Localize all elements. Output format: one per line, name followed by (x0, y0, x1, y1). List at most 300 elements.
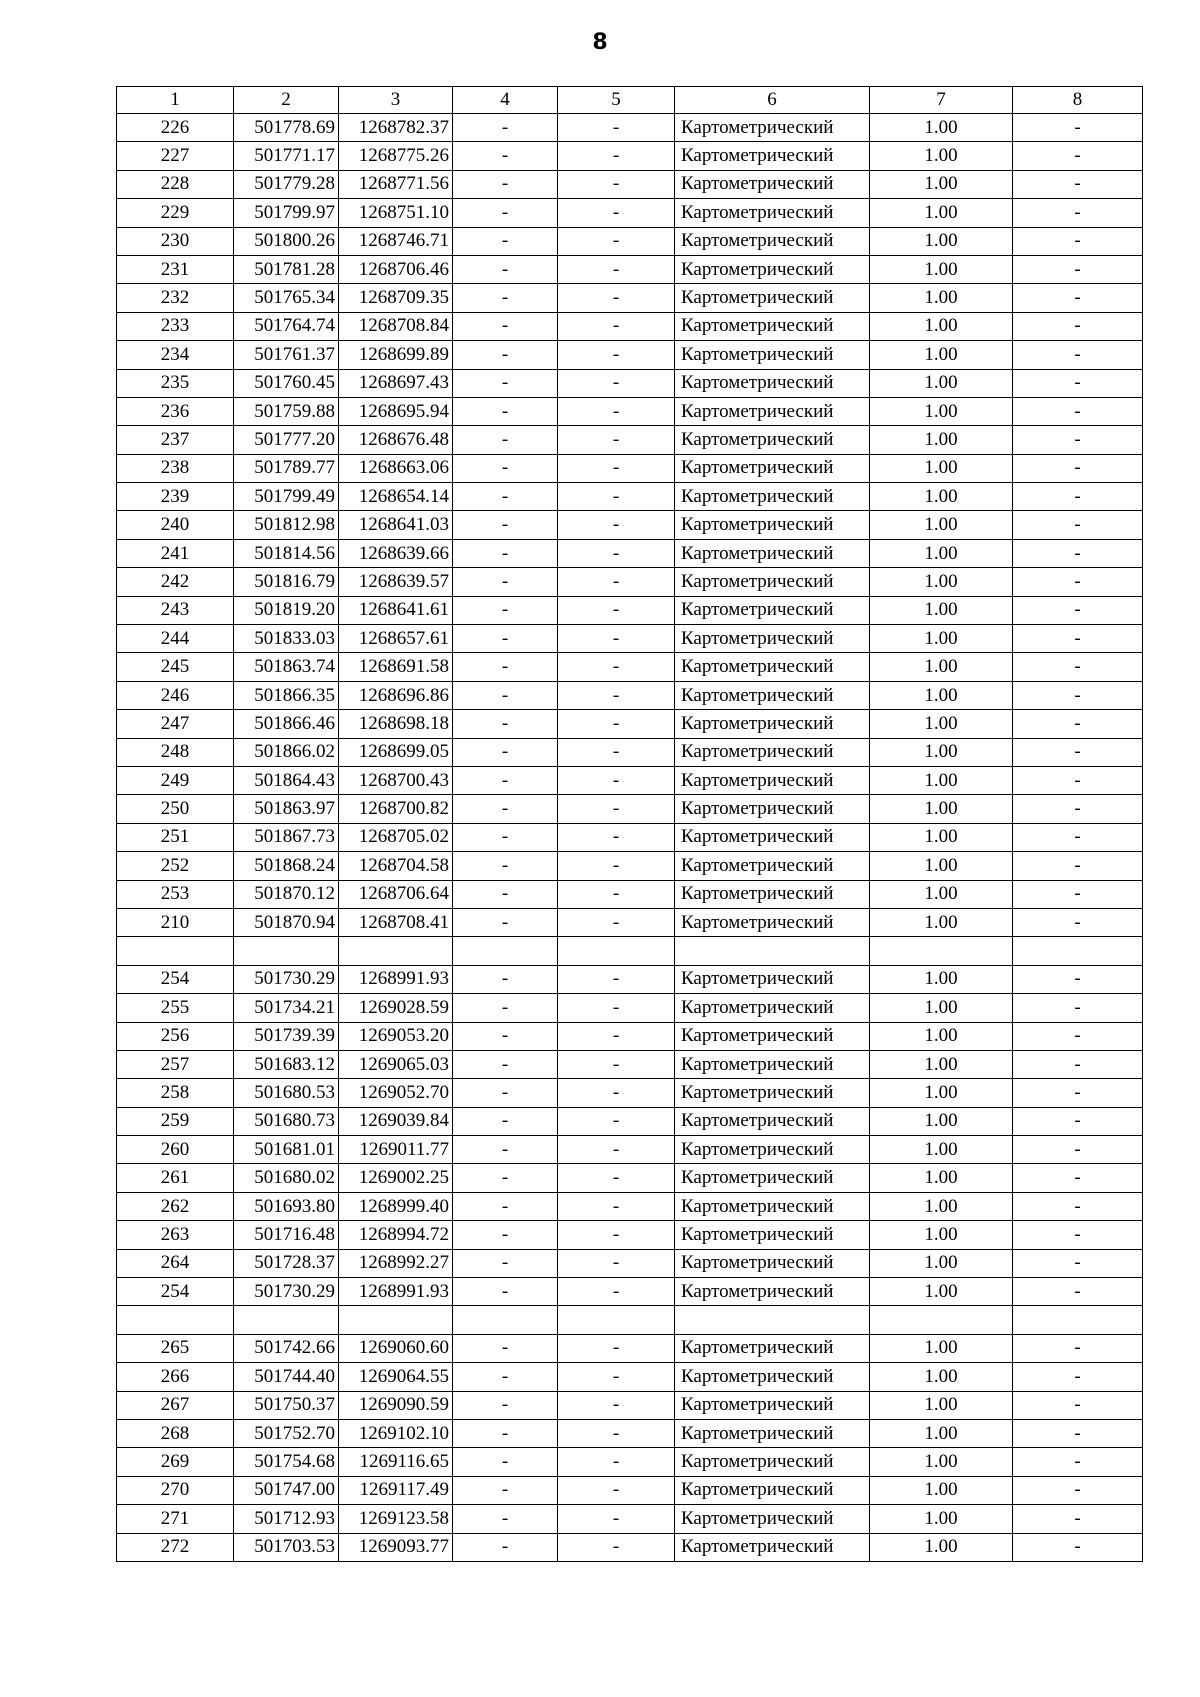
column-8-cell: - (1013, 255, 1143, 283)
point-number-cell: 230 (117, 227, 234, 255)
column-5-cell: - (558, 908, 675, 936)
x-coordinate-cell: 501754.68 (234, 1448, 339, 1476)
column-4-cell: - (453, 908, 558, 936)
method-cell: Картометрический (675, 284, 870, 312)
table-row (117, 255, 1143, 283)
column-4-cell: - (453, 341, 558, 369)
column-8-cell: - (1013, 965, 1143, 993)
x-coordinate-cell: 501789.77 (234, 454, 339, 482)
column-8-cell: - (1013, 1221, 1143, 1249)
point-number-cell: 265 (117, 1334, 234, 1362)
accuracy-cell: 1.00 (870, 568, 1013, 596)
method-cell: Картометрический (675, 199, 870, 227)
table-body (117, 114, 1143, 1562)
column-4-cell: - (453, 1448, 558, 1476)
x-coordinate-cell: 501680.73 (234, 1107, 339, 1135)
table-row (117, 397, 1143, 425)
y-coordinate-cell: 1268782.37 (339, 114, 453, 142)
point-number-cell: 267 (117, 1391, 234, 1419)
column-4-cell (453, 1306, 558, 1334)
column-8-cell: - (1013, 795, 1143, 823)
x-coordinate-cell: 501870.94 (234, 908, 339, 936)
column-5-cell (558, 1306, 675, 1334)
x-coordinate-cell: 501765.34 (234, 284, 339, 312)
header-cell: 2 (234, 87, 339, 114)
table-row (117, 426, 1143, 454)
y-coordinate-cell: 1268641.61 (339, 596, 453, 624)
column-4-cell: - (453, 483, 558, 511)
accuracy-cell: 1.00 (870, 823, 1013, 851)
accuracy-cell: 1.00 (870, 369, 1013, 397)
accuracy-cell: 1.00 (870, 1079, 1013, 1107)
method-cell: Картометрический (675, 1334, 870, 1362)
table-row (117, 937, 1143, 965)
accuracy-cell: 1.00 (870, 795, 1013, 823)
y-coordinate-cell: 1268709.35 (339, 284, 453, 312)
x-coordinate-cell: 501778.69 (234, 114, 339, 142)
column-4-cell: - (453, 1363, 558, 1391)
column-5-cell: - (558, 596, 675, 624)
column-4-cell: - (453, 625, 558, 653)
x-coordinate-cell: 501866.35 (234, 681, 339, 709)
method-cell: Картометрический (675, 454, 870, 482)
table-row (117, 227, 1143, 255)
y-coordinate-cell: 1268708.84 (339, 312, 453, 340)
accuracy-cell: 1.00 (870, 255, 1013, 283)
column-4-cell: - (453, 1050, 558, 1078)
column-5-cell: - (558, 625, 675, 653)
column-8-cell: - (1013, 426, 1143, 454)
x-coordinate-cell: 501752.70 (234, 1419, 339, 1447)
method-cell: Картометрический (675, 1505, 870, 1533)
x-coordinate-cell: 501683.12 (234, 1050, 339, 1078)
column-8-cell: - (1013, 397, 1143, 425)
column-4-cell: - (453, 1107, 558, 1135)
x-coordinate-cell: 501764.74 (234, 312, 339, 340)
method-cell: Картометрический (675, 625, 870, 653)
column-8-cell: - (1013, 908, 1143, 936)
accuracy-cell: 1.00 (870, 199, 1013, 227)
method-cell: Картометрический (675, 823, 870, 851)
column-4-cell: - (453, 852, 558, 880)
method-cell: Картометрический (675, 1363, 870, 1391)
table-row (117, 738, 1143, 766)
column-4-cell: - (453, 653, 558, 681)
y-coordinate-cell: 1269123.58 (339, 1505, 453, 1533)
table-row (117, 1022, 1143, 1050)
column-5-cell: - (558, 795, 675, 823)
x-coordinate-cell: 501833.03 (234, 625, 339, 653)
method-cell: Картометрический (675, 1278, 870, 1306)
point-number-cell: 271 (117, 1505, 234, 1533)
column-5-cell: - (558, 397, 675, 425)
table-row (117, 625, 1143, 653)
method-cell: Картометрический (675, 1419, 870, 1447)
y-coordinate-cell: 1269116.65 (339, 1448, 453, 1476)
point-number-cell: 264 (117, 1249, 234, 1277)
y-coordinate-cell: 1269117.49 (339, 1476, 453, 1504)
accuracy-cell (870, 937, 1013, 965)
column-8-cell: - (1013, 596, 1143, 624)
accuracy-cell: 1.00 (870, 965, 1013, 993)
accuracy-cell: 1.00 (870, 312, 1013, 340)
method-cell: Картометрический (675, 880, 870, 908)
column-8-cell: - (1013, 1533, 1143, 1561)
y-coordinate-cell: 1268696.86 (339, 681, 453, 709)
point-number-cell: 238 (117, 454, 234, 482)
point-number-cell: 254 (117, 965, 234, 993)
x-coordinate-cell: 501779.28 (234, 170, 339, 198)
column-8-cell: - (1013, 994, 1143, 1022)
table-row (117, 454, 1143, 482)
table-row (117, 880, 1143, 908)
accuracy-cell: 1.00 (870, 880, 1013, 908)
table-row (117, 1419, 1143, 1447)
column-4-cell: - (453, 114, 558, 142)
accuracy-cell: 1.00 (870, 1278, 1013, 1306)
table-row (117, 1334, 1143, 1362)
column-8-cell: - (1013, 312, 1143, 340)
point-number-cell: 235 (117, 369, 234, 397)
column-4-cell: - (453, 1391, 558, 1419)
point-number-cell: 232 (117, 284, 234, 312)
column-5-cell: - (558, 483, 675, 511)
table-row (117, 1476, 1143, 1504)
method-cell: Картометрический (675, 710, 870, 738)
accuracy-cell: 1.00 (870, 1334, 1013, 1362)
column-5-cell: - (558, 738, 675, 766)
y-coordinate-cell: 1269060.60 (339, 1334, 453, 1362)
column-5-cell: - (558, 1448, 675, 1476)
x-coordinate-cell: 501744.40 (234, 1363, 339, 1391)
x-coordinate-cell: 501866.46 (234, 710, 339, 738)
y-coordinate-cell: 1268699.89 (339, 341, 453, 369)
column-8-cell: - (1013, 1050, 1143, 1078)
table-row (117, 511, 1143, 539)
column-8-cell: - (1013, 880, 1143, 908)
column-5-cell: - (558, 369, 675, 397)
accuracy-cell: 1.00 (870, 1050, 1013, 1078)
column-8-cell: - (1013, 341, 1143, 369)
column-4-cell: - (453, 710, 558, 738)
column-5-cell: - (558, 965, 675, 993)
column-8-cell: - (1013, 625, 1143, 653)
table-row (117, 710, 1143, 738)
column-5-cell: - (558, 568, 675, 596)
page-number: 8 (592, 30, 608, 55)
method-cell: Картометрический (675, 738, 870, 766)
column-8-cell: - (1013, 1107, 1143, 1135)
point-number-cell: 243 (117, 596, 234, 624)
table-row (117, 994, 1143, 1022)
accuracy-cell: 1.00 (870, 1363, 1013, 1391)
y-coordinate-cell: 1269064.55 (339, 1363, 453, 1391)
method-cell: Картометрический (675, 1391, 870, 1419)
y-coordinate-cell: 1268992.27 (339, 1249, 453, 1277)
column-4-cell: - (453, 1249, 558, 1277)
column-8-cell: - (1013, 1192, 1143, 1220)
column-5-cell (558, 937, 675, 965)
x-coordinate-cell: 501863.97 (234, 795, 339, 823)
method-cell: Картометрический (675, 312, 870, 340)
column-5-cell: - (558, 653, 675, 681)
accuracy-cell: 1.00 (870, 653, 1013, 681)
accuracy-cell: 1.00 (870, 511, 1013, 539)
column-8-cell: - (1013, 1476, 1143, 1504)
x-coordinate-cell: 501870.12 (234, 880, 339, 908)
y-coordinate-cell: 1268676.48 (339, 426, 453, 454)
column-4-cell: - (453, 1476, 558, 1504)
table-row (117, 1050, 1143, 1078)
column-4-cell: - (453, 1136, 558, 1164)
column-5-cell: - (558, 341, 675, 369)
method-cell: Картометрический (675, 1164, 870, 1192)
column-5-cell: - (558, 1107, 675, 1135)
column-5-cell: - (558, 142, 675, 170)
column-5-cell: - (558, 1363, 675, 1391)
column-8-cell: - (1013, 369, 1143, 397)
point-number-cell: 227 (117, 142, 234, 170)
point-number-cell: 244 (117, 625, 234, 653)
method-cell: Картометрический (675, 1107, 870, 1135)
column-8-cell: - (1013, 170, 1143, 198)
x-coordinate-cell: 501728.37 (234, 1249, 339, 1277)
point-number-cell: 236 (117, 397, 234, 425)
table-row (117, 341, 1143, 369)
accuracy-cell: 1.00 (870, 908, 1013, 936)
table-header-row (117, 87, 1143, 114)
method-cell: Картометрический (675, 681, 870, 709)
accuracy-cell: 1.00 (870, 397, 1013, 425)
column-5-cell: - (558, 1391, 675, 1419)
column-5-cell: - (558, 284, 675, 312)
column-8-cell: - (1013, 1022, 1143, 1050)
column-4-cell: - (453, 1334, 558, 1362)
x-coordinate-cell: 501716.48 (234, 1221, 339, 1249)
table-row (117, 1249, 1143, 1277)
column-5-cell: - (558, 766, 675, 794)
column-8-cell: - (1013, 1334, 1143, 1362)
point-number-cell: 260 (117, 1136, 234, 1164)
y-coordinate-cell: 1269011.77 (339, 1136, 453, 1164)
point-number-cell (117, 1306, 234, 1334)
method-cell: Картометрический (675, 795, 870, 823)
x-coordinate-cell: 501760.45 (234, 369, 339, 397)
column-5-cell: - (558, 199, 675, 227)
column-8-cell: - (1013, 1079, 1143, 1107)
method-cell: Картометрический (675, 1221, 870, 1249)
y-coordinate-cell: 1269093.77 (339, 1533, 453, 1561)
table-row (117, 1079, 1143, 1107)
accuracy-cell: 1.00 (870, 1022, 1013, 1050)
point-number-cell: 251 (117, 823, 234, 851)
column-4-cell: - (453, 681, 558, 709)
method-cell: Картометрический (675, 1476, 870, 1504)
point-number-cell (117, 937, 234, 965)
accuracy-cell: 1.00 (870, 170, 1013, 198)
accuracy-cell: 1.00 (870, 1107, 1013, 1135)
column-5-cell: - (558, 1533, 675, 1561)
point-number-cell: 249 (117, 766, 234, 794)
y-coordinate-cell: 1268775.26 (339, 142, 453, 170)
point-number-cell: 248 (117, 738, 234, 766)
column-8-cell: - (1013, 1419, 1143, 1447)
method-cell: Картометрический (675, 653, 870, 681)
x-coordinate-cell (234, 937, 339, 965)
y-coordinate-cell: 1268699.05 (339, 738, 453, 766)
y-coordinate-cell: 1268991.93 (339, 1278, 453, 1306)
y-coordinate-cell: 1268771.56 (339, 170, 453, 198)
x-coordinate-cell: 501680.02 (234, 1164, 339, 1192)
x-coordinate-cell: 501800.26 (234, 227, 339, 255)
x-coordinate-cell (234, 1306, 339, 1334)
method-cell: Картометрический (675, 1249, 870, 1277)
column-4-cell: - (453, 255, 558, 283)
y-coordinate-cell: 1268639.66 (339, 539, 453, 567)
column-4-cell: - (453, 284, 558, 312)
x-coordinate-cell: 501742.66 (234, 1334, 339, 1362)
column-8-cell: - (1013, 539, 1143, 567)
column-5-cell: - (558, 255, 675, 283)
table-row (117, 1221, 1143, 1249)
x-coordinate-cell: 501814.56 (234, 539, 339, 567)
x-coordinate-cell: 501759.88 (234, 397, 339, 425)
column-8-cell: - (1013, 454, 1143, 482)
accuracy-cell: 1.00 (870, 1391, 1013, 1419)
point-number-cell: 210 (117, 908, 234, 936)
y-coordinate-cell: 1268700.43 (339, 766, 453, 794)
column-5-cell: - (558, 1050, 675, 1078)
y-coordinate-cell: 1268691.58 (339, 653, 453, 681)
x-coordinate-cell: 501819.20 (234, 596, 339, 624)
method-cell: Картометрический (675, 369, 870, 397)
accuracy-cell: 1.00 (870, 852, 1013, 880)
table-row (117, 823, 1143, 851)
x-coordinate-cell: 501750.37 (234, 1391, 339, 1419)
method-cell: Картометрический (675, 227, 870, 255)
point-number-cell: 247 (117, 710, 234, 738)
method-cell: Картометрический (675, 255, 870, 283)
column-4-cell: - (453, 1022, 558, 1050)
accuracy-cell: 1.00 (870, 1136, 1013, 1164)
column-4-cell: - (453, 1278, 558, 1306)
method-cell: Картометрический (675, 1079, 870, 1107)
table-row (117, 965, 1143, 993)
column-4-cell (453, 937, 558, 965)
point-number-cell: 263 (117, 1221, 234, 1249)
x-coordinate-cell: 501799.97 (234, 199, 339, 227)
column-4-cell: - (453, 1419, 558, 1447)
column-4-cell: - (453, 539, 558, 567)
y-coordinate-cell: 1268663.06 (339, 454, 453, 482)
column-4-cell: - (453, 994, 558, 1022)
column-5-cell: - (558, 1278, 675, 1306)
accuracy-cell: 1.00 (870, 1476, 1013, 1504)
method-cell: Картометрический (675, 1022, 870, 1050)
point-number-cell: 250 (117, 795, 234, 823)
y-coordinate-cell: 1268654.14 (339, 483, 453, 511)
column-8-cell: - (1013, 852, 1143, 880)
header-cell: 3 (339, 87, 453, 114)
point-number-cell: 257 (117, 1050, 234, 1078)
x-coordinate-cell: 501777.20 (234, 426, 339, 454)
column-8-cell: - (1013, 1136, 1143, 1164)
column-5-cell: - (558, 1192, 675, 1220)
y-coordinate-cell: 1268706.46 (339, 255, 453, 283)
table-row (117, 539, 1143, 567)
column-4-cell: - (453, 766, 558, 794)
y-coordinate-cell: 1269065.03 (339, 1050, 453, 1078)
column-4-cell: - (453, 1192, 558, 1220)
column-5-cell: - (558, 227, 675, 255)
column-5-cell: - (558, 823, 675, 851)
column-8-cell (1013, 937, 1143, 965)
y-coordinate-cell: 1269002.25 (339, 1164, 453, 1192)
x-coordinate-cell: 501703.53 (234, 1533, 339, 1561)
point-number-cell: 262 (117, 1192, 234, 1220)
column-4-cell: - (453, 227, 558, 255)
column-5-cell: - (558, 1136, 675, 1164)
table-row (117, 1505, 1143, 1533)
method-cell (675, 937, 870, 965)
accuracy-cell: 1.00 (870, 625, 1013, 653)
accuracy-cell: 1.00 (870, 994, 1013, 1022)
y-coordinate-cell (339, 937, 453, 965)
column-8-cell (1013, 1306, 1143, 1334)
accuracy-cell: 1.00 (870, 114, 1013, 142)
point-number-cell: 259 (117, 1107, 234, 1135)
column-8-cell: - (1013, 653, 1143, 681)
y-coordinate-cell: 1268991.93 (339, 965, 453, 993)
method-cell: Картометрический (675, 1050, 870, 1078)
column-8-cell: - (1013, 1505, 1143, 1533)
table-row (117, 795, 1143, 823)
column-4-cell: - (453, 1533, 558, 1561)
column-8-cell: - (1013, 1249, 1143, 1277)
table-row (117, 369, 1143, 397)
table-row (117, 1164, 1143, 1192)
y-coordinate-cell: 1268639.57 (339, 568, 453, 596)
x-coordinate-cell: 501739.39 (234, 1022, 339, 1050)
method-cell: Картометрический (675, 994, 870, 1022)
method-cell: Картометрический (675, 142, 870, 170)
point-number-cell: 270 (117, 1476, 234, 1504)
point-number-cell: 255 (117, 994, 234, 1022)
column-4-cell: - (453, 426, 558, 454)
column-4-cell: - (453, 1164, 558, 1192)
y-coordinate-cell (339, 1306, 453, 1334)
y-coordinate-cell: 1268706.64 (339, 880, 453, 908)
accuracy-cell: 1.00 (870, 142, 1013, 170)
table-row (117, 1363, 1143, 1391)
table-row (117, 766, 1143, 794)
table-row (117, 1136, 1143, 1164)
column-4-cell: - (453, 568, 558, 596)
y-coordinate-cell: 1269102.10 (339, 1419, 453, 1447)
column-5-cell: - (558, 1334, 675, 1362)
column-4-cell: - (453, 454, 558, 482)
accuracy-cell: 1.00 (870, 426, 1013, 454)
x-coordinate-cell: 501747.00 (234, 1476, 339, 1504)
column-4-cell: - (453, 596, 558, 624)
column-4-cell: - (453, 880, 558, 908)
x-coordinate-cell: 501867.73 (234, 823, 339, 851)
x-coordinate-cell: 501712.93 (234, 1505, 339, 1533)
column-5-cell: - (558, 1505, 675, 1533)
point-number-cell: 229 (117, 199, 234, 227)
column-5-cell: - (558, 426, 675, 454)
column-8-cell: - (1013, 1363, 1143, 1391)
